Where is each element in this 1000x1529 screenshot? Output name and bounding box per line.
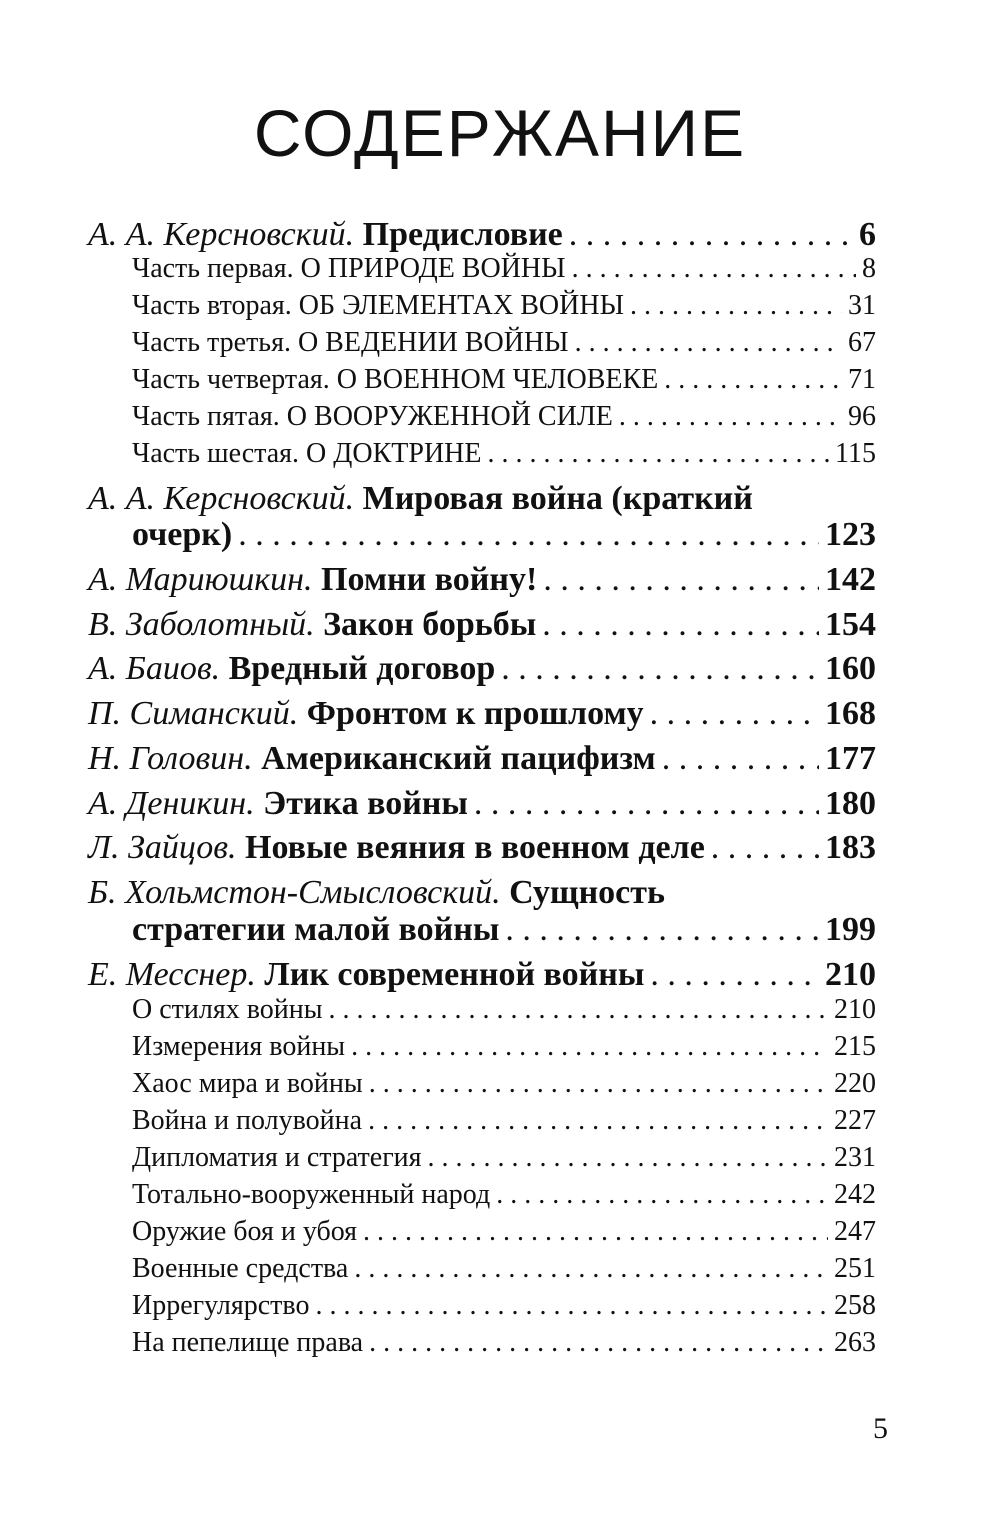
toc-title: Помни войну! (321, 561, 538, 598)
toc-entry (88, 742, 876, 776)
toc-entry (88, 787, 876, 821)
toc-entry (88, 831, 876, 865)
toc-subentry (132, 1070, 876, 1098)
toc-title: На пепелище права (132, 1327, 364, 1358)
toc-page: 177 (825, 740, 876, 777)
dot-leader (505, 913, 819, 947)
toc-title: Часть вторая. ОБ ЭЛЕМЕНТАХ ВОЙНЫ (132, 290, 624, 321)
toc-page: 247 (834, 1216, 876, 1247)
dot-leader (619, 403, 842, 431)
toc-page: 263 (834, 1327, 876, 1358)
toc-author: П. Симанский. (88, 695, 299, 732)
toc-page: 242 (834, 1179, 876, 1210)
dot-leader (368, 1107, 828, 1135)
toc-subentry (132, 1107, 876, 1135)
dot-leader (369, 1070, 828, 1098)
toc-author: А. А. Керсновский. (88, 216, 355, 253)
toc-author: В. Заболотный. (88, 606, 315, 643)
toc-title: Часть шестая. О ДОКТРИНЕ (132, 438, 482, 469)
toc-title: Мировая война (краткий (362, 480, 753, 517)
toc-subentry (132, 1218, 876, 1246)
toc-subentry (132, 329, 876, 357)
toc-title: Американский пацифизм (261, 740, 656, 777)
toc-title: О стилях войны (132, 994, 323, 1025)
dot-leader (474, 787, 819, 821)
toc-title: Этика войны (263, 785, 468, 822)
dot-leader (650, 697, 819, 731)
page-title: СОДЕРЖАНИЕ (253, 96, 747, 170)
dot-leader (569, 218, 853, 252)
toc-subentry (132, 255, 876, 283)
toc-page: 183 (825, 829, 876, 866)
toc-title: Часть четвертая. О ВОЕННОМ ЧЕЛОВЕКЕ (132, 364, 659, 395)
toc-title: Измерения войны (132, 1031, 346, 1062)
toc-title: Военные средства (132, 1253, 349, 1284)
toc-page: 210 (825, 956, 876, 993)
toc-title-cont: стратегии малой войны (132, 911, 500, 948)
toc-author: А. Деникин. (88, 785, 255, 822)
toc-entry (88, 697, 876, 731)
dot-leader (711, 831, 819, 865)
toc-author: Н. Головин. (88, 740, 253, 777)
toc-title: Новые веяния в военном деле (245, 829, 705, 866)
toc-page: 154 (825, 606, 876, 643)
dot-leader (664, 366, 842, 394)
dot-leader (662, 742, 819, 776)
toc-entry-continuation (132, 518, 876, 552)
toc-entry (88, 876, 876, 910)
toc-author: Е. Месснер. (88, 956, 256, 993)
toc-author: Л. Зайцов. (88, 829, 237, 866)
toc-subentry (132, 1292, 876, 1320)
toc-subentry (132, 996, 876, 1024)
toc-title: Часть третья. О ВЕДЕНИИ ВОЙНЫ (132, 327, 569, 358)
toc-title: Лик современной войны (264, 956, 645, 993)
dot-leader (542, 608, 819, 642)
toc-entry (88, 482, 876, 516)
toc-author: А. А. Керсновский. (88, 480, 355, 517)
toc-page: 168 (825, 695, 876, 732)
toc-title: Оружие боя и убоя (132, 1216, 358, 1247)
toc-entry (88, 958, 876, 992)
toc-entry (88, 563, 876, 597)
toc-entry (88, 608, 876, 642)
toc-page: 231 (834, 1142, 876, 1173)
dot-leader (354, 1255, 828, 1283)
toc-page: 96 (848, 401, 876, 432)
toc-subentry (132, 1255, 876, 1283)
toc-page: 6 (859, 216, 876, 253)
toc-subentry (132, 292, 876, 320)
toc-page: 251 (834, 1253, 876, 1284)
toc-title-cont: очерк) (132, 516, 233, 553)
dot-leader (369, 1329, 828, 1357)
dot-leader (315, 1292, 828, 1320)
toc-subentry (132, 1033, 876, 1061)
toc-page: 227 (834, 1105, 876, 1136)
dot-leader (428, 1144, 828, 1172)
toc-author: А. Мариюшкин. (88, 561, 313, 598)
toc-page: 210 (834, 994, 876, 1025)
toc-subentry (132, 366, 876, 394)
toc-subentry (132, 1181, 876, 1209)
dot-leader (575, 329, 842, 357)
dot-leader (630, 292, 842, 320)
toc-title: Вредный договор (228, 650, 496, 687)
toc-title: Дипломатия и стратегия (132, 1142, 422, 1173)
page-number: 5 (873, 1412, 888, 1445)
toc-page: 215 (834, 1031, 876, 1062)
dot-leader (363, 1218, 828, 1246)
dot-leader (650, 958, 819, 992)
toc-author: А. Баиов. (88, 650, 221, 687)
dot-leader (351, 1033, 828, 1061)
dot-leader (238, 518, 819, 552)
toc-title: Часть пятая. О ВООРУЖЕННОЙ СИЛЕ (132, 401, 613, 432)
toc-page: 142 (825, 561, 876, 598)
toc-page: 160 (825, 650, 876, 687)
toc-subentry (132, 1329, 876, 1357)
toc-entry (88, 218, 876, 252)
toc-subentry (132, 440, 876, 468)
toc-title: Предисловие (362, 216, 563, 253)
dot-leader (572, 255, 856, 283)
toc-title: Закон борьбы (323, 606, 537, 643)
dot-leader (543, 563, 819, 597)
toc-page: 115 (835, 438, 876, 469)
toc-title: Тотально-вооруженный народ (132, 1179, 491, 1210)
toc-title: Хаос мира и войны (132, 1068, 363, 1099)
toc-subentry (132, 403, 876, 431)
toc-page: 31 (848, 290, 876, 321)
toc-title: Иррегулярство (132, 1290, 310, 1321)
dot-leader (501, 652, 819, 686)
toc-title: Война и полувойна (132, 1105, 363, 1136)
toc-author: Б. Хольмстон-Смысловский. (88, 874, 501, 911)
dot-leader (488, 440, 830, 468)
toc-page: 199 (825, 911, 876, 948)
toc-title: Фронтом к прошлому (306, 695, 644, 732)
dot-leader (329, 996, 828, 1024)
toc-page: 220 (834, 1068, 876, 1099)
toc-subentry (132, 1144, 876, 1172)
toc-page: 123 (825, 516, 876, 553)
toc-page: 71 (848, 364, 876, 395)
toc-entry (88, 652, 876, 686)
toc-page: 67 (848, 327, 876, 358)
toc-title: Часть первая. О ПРИРОДЕ ВОЙНЫ (132, 253, 566, 284)
toc-page: 180 (825, 785, 876, 822)
toc-entry-continuation (132, 913, 876, 947)
toc-page: 8 (862, 253, 876, 284)
dot-leader (496, 1181, 828, 1209)
toc-title: Сущность (509, 874, 665, 911)
toc-page: 258 (834, 1290, 876, 1321)
